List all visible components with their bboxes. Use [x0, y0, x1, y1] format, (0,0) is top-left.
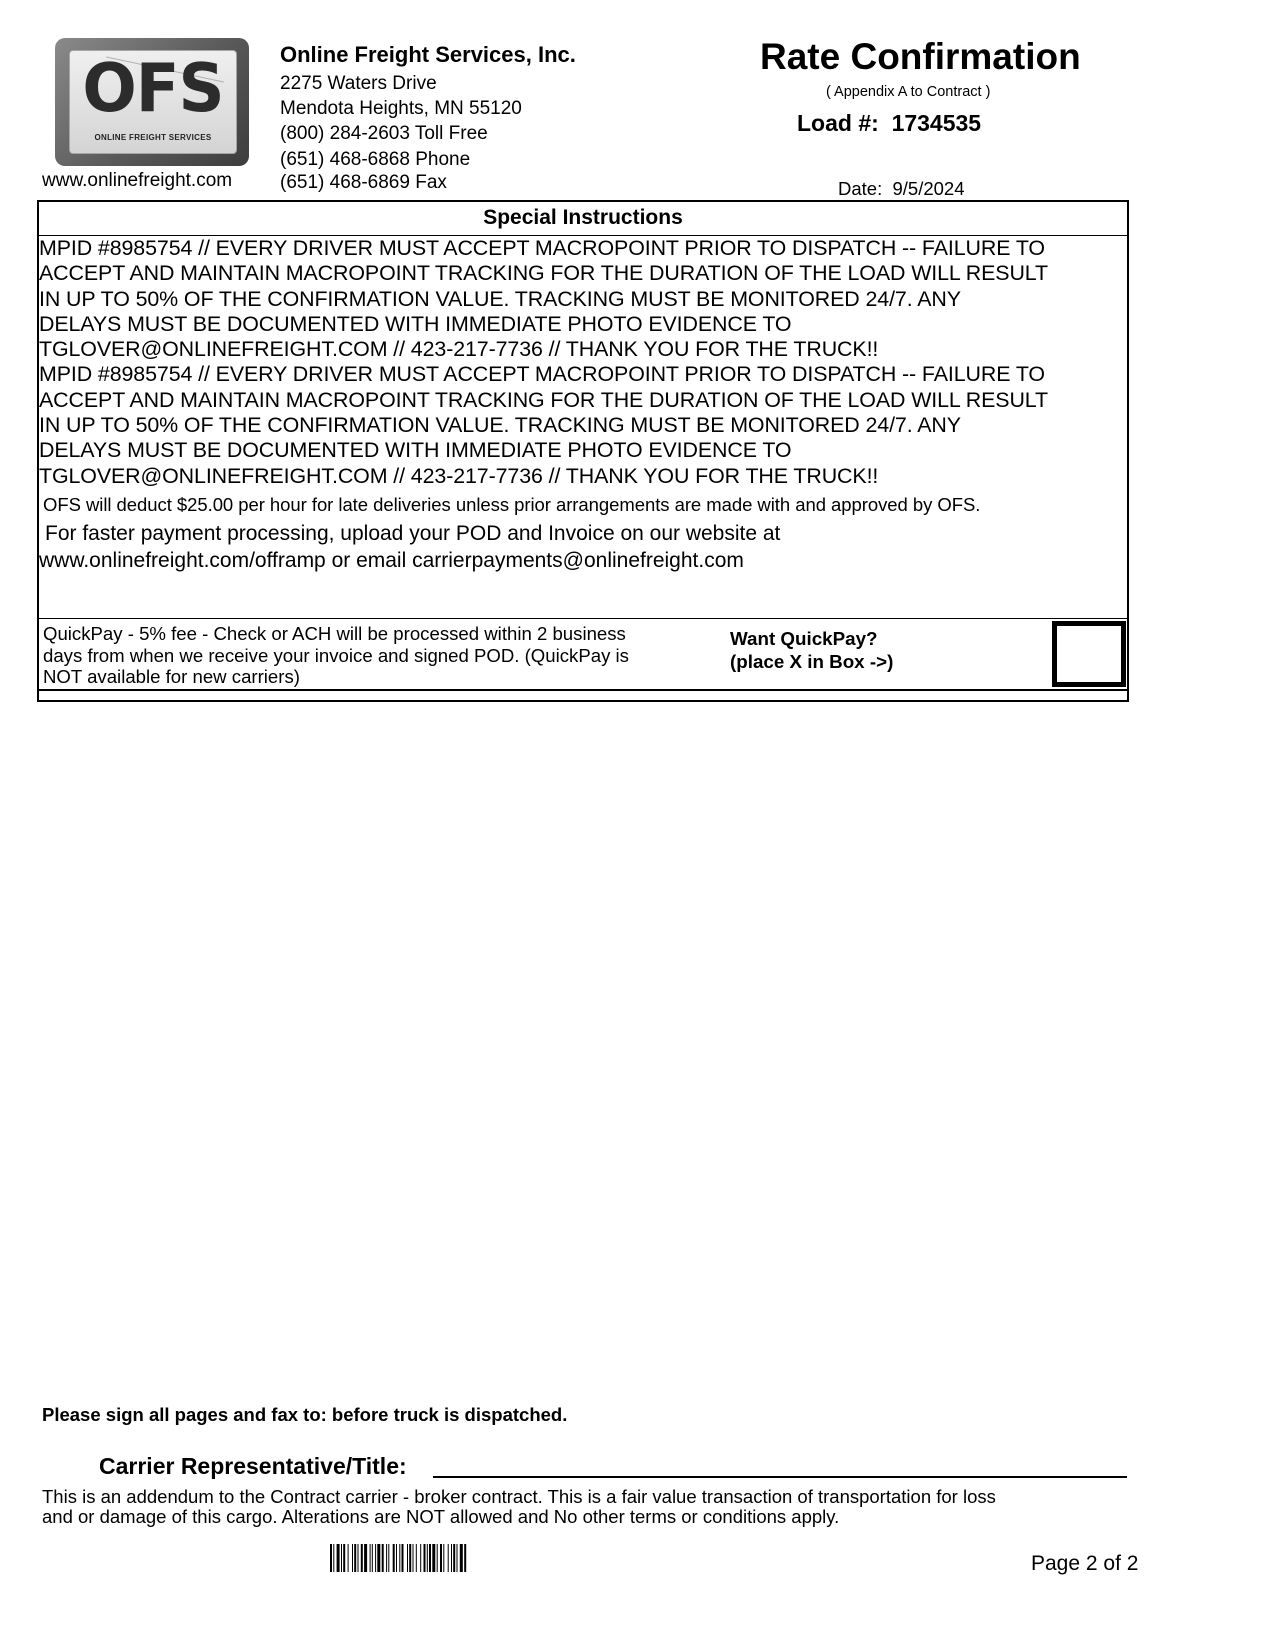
logo-subtext: ONLINE FREIGHT SERVICES — [94, 133, 212, 142]
instruction-line: MPID #8985754 // EVERY DRIVER MUST ACCEPT MACROPOINT PRIOR TO DISPATCH -- FAILURE TO — [39, 362, 1045, 387]
phone-main: (651) 468-6868 Phone — [280, 149, 471, 170]
instruction-line: DELAYS MUST BE DOCUMENTED WITH IMMEDIATE PHOTO EVIDENCE TO — [39, 311, 792, 336]
special-instructions-heading: Special Instructions — [39, 202, 1127, 236]
quickpay-prompt — [730, 627, 893, 673]
instruction-line: DELAYS MUST BE DOCUMENTED WITH IMMEDIATE PHOTO EVIDENCE TO — [39, 438, 792, 463]
logo-plate — [69, 50, 237, 154]
late-delivery-note: OFS will deduct $25.00 per hour for late deliveries unless prior arrangements are made with and approved by OFS. — [43, 494, 981, 515]
logo-letters: OFS — [82, 50, 224, 128]
carrier-rep-signature-line[interactable] — [433, 1476, 1127, 1478]
instruction-line: MPID #8985754 // EVERY DRIVER MUST ACCEPT MACROPOINT PRIOR TO DISPATCH -- FAILURE TO — [39, 236, 1045, 260]
quickpay-divider — [39, 689, 1127, 691]
quickpay-line: days from when we receive your invoice and signed POD. (QuickPay is — [43, 644, 629, 666]
company-website: www.onlinefreight.com — [42, 170, 233, 191]
quickpay-line: QuickPay - 5% fee - Check or ACH will be processed within 2 business — [43, 623, 626, 644]
company-logo — [55, 38, 249, 166]
quickpay-row — [39, 618, 1127, 701]
load-value: 1734535 — [891, 110, 982, 136]
carrier-rep-label: Carrier Representative/Title: — [99, 1453, 407, 1479]
addendum-line: This is an addendum to the Contract carrier - broker contract. This is a fair value transaction of transportation for loss — [42, 1486, 996, 1507]
date-label: Date: — [838, 178, 883, 199]
date-value: 9/5/2024 — [892, 178, 965, 199]
sign-instructions: Please sign all pages and fax to: before truck is dispatched. — [42, 1404, 568, 1425]
instruction-line: TGLOVER@ONLINEFREIGHT.COM // 423-217-7736 // THANK YOU FOR THE TRUCK!! — [39, 337, 879, 362]
payment-processing-note — [39, 520, 939, 574]
instruction-line: TGLOVER@ONLINEFREIGHT.COM // 423-217-7736 // THANK YOU FOR THE TRUCK!! — [39, 463, 879, 488]
addendum-line: and or damage of this cargo. Alterations are NOT allowed and No other terms or conditions apply. — [42, 1506, 840, 1527]
address-street: 2275 Waters Drive — [280, 73, 437, 94]
barcode-image — [330, 1544, 528, 1572]
phone-toll-free: (800) 284-2603 Toll Free — [280, 123, 488, 144]
payment-note-line: For faster payment processing, upload your POD and Invoice on our website at — [45, 522, 781, 545]
address-city: Mendota Heights, MN 55120 — [280, 98, 522, 119]
quickpay-prompt-line: (place X in Box ->) — [730, 651, 894, 672]
appendix-note: ( Appendix A to Contract ) — [826, 84, 991, 100]
document-title: Rate Confirmation — [760, 36, 1081, 77]
quickpay-line: NOT available for new carriers) — [43, 666, 300, 687]
quickpay-checkbox[interactable] — [1052, 621, 1126, 687]
load-label: Load #: — [797, 110, 879, 136]
instruction-line: IN UP TO 50% OF THE CONFIRMATION VALUE. TRACKING MUST BE MONITORED 24/7. ANY — [39, 413, 961, 438]
fax-number: (651) 468-6869 Fax — [280, 172, 447, 193]
company-name: Online Freight Services, Inc. — [280, 42, 576, 67]
page-number: Page 2 of 2 — [1031, 1552, 1139, 1575]
addendum-text — [42, 1487, 1142, 1527]
quickpay-terms — [43, 623, 703, 688]
quickpay-prompt-line: Want QuickPay? — [730, 628, 878, 649]
load-number — [797, 110, 981, 137]
payment-note-line: www.onlinefreight.com/offramp or email carrierpayments@onlinefreight.com — [39, 549, 744, 572]
special-instructions-box — [37, 200, 1129, 702]
document-date — [838, 178, 965, 200]
instruction-line: ACCEPT AND MAINTAIN MACROPOINT TRACKING FOR THE DURATION OF THE LOAD WILL RESULT — [39, 387, 1048, 412]
instruction-lines — [39, 236, 1131, 489]
instruction-line: ACCEPT AND MAINTAIN MACROPOINT TRACKING FOR THE DURATION OF THE LOAD WILL RESULT — [39, 261, 1048, 286]
instruction-line: IN UP TO 50% OF THE CONFIRMATION VALUE. TRACKING MUST BE MONITORED 24/7. ANY — [39, 286, 961, 311]
